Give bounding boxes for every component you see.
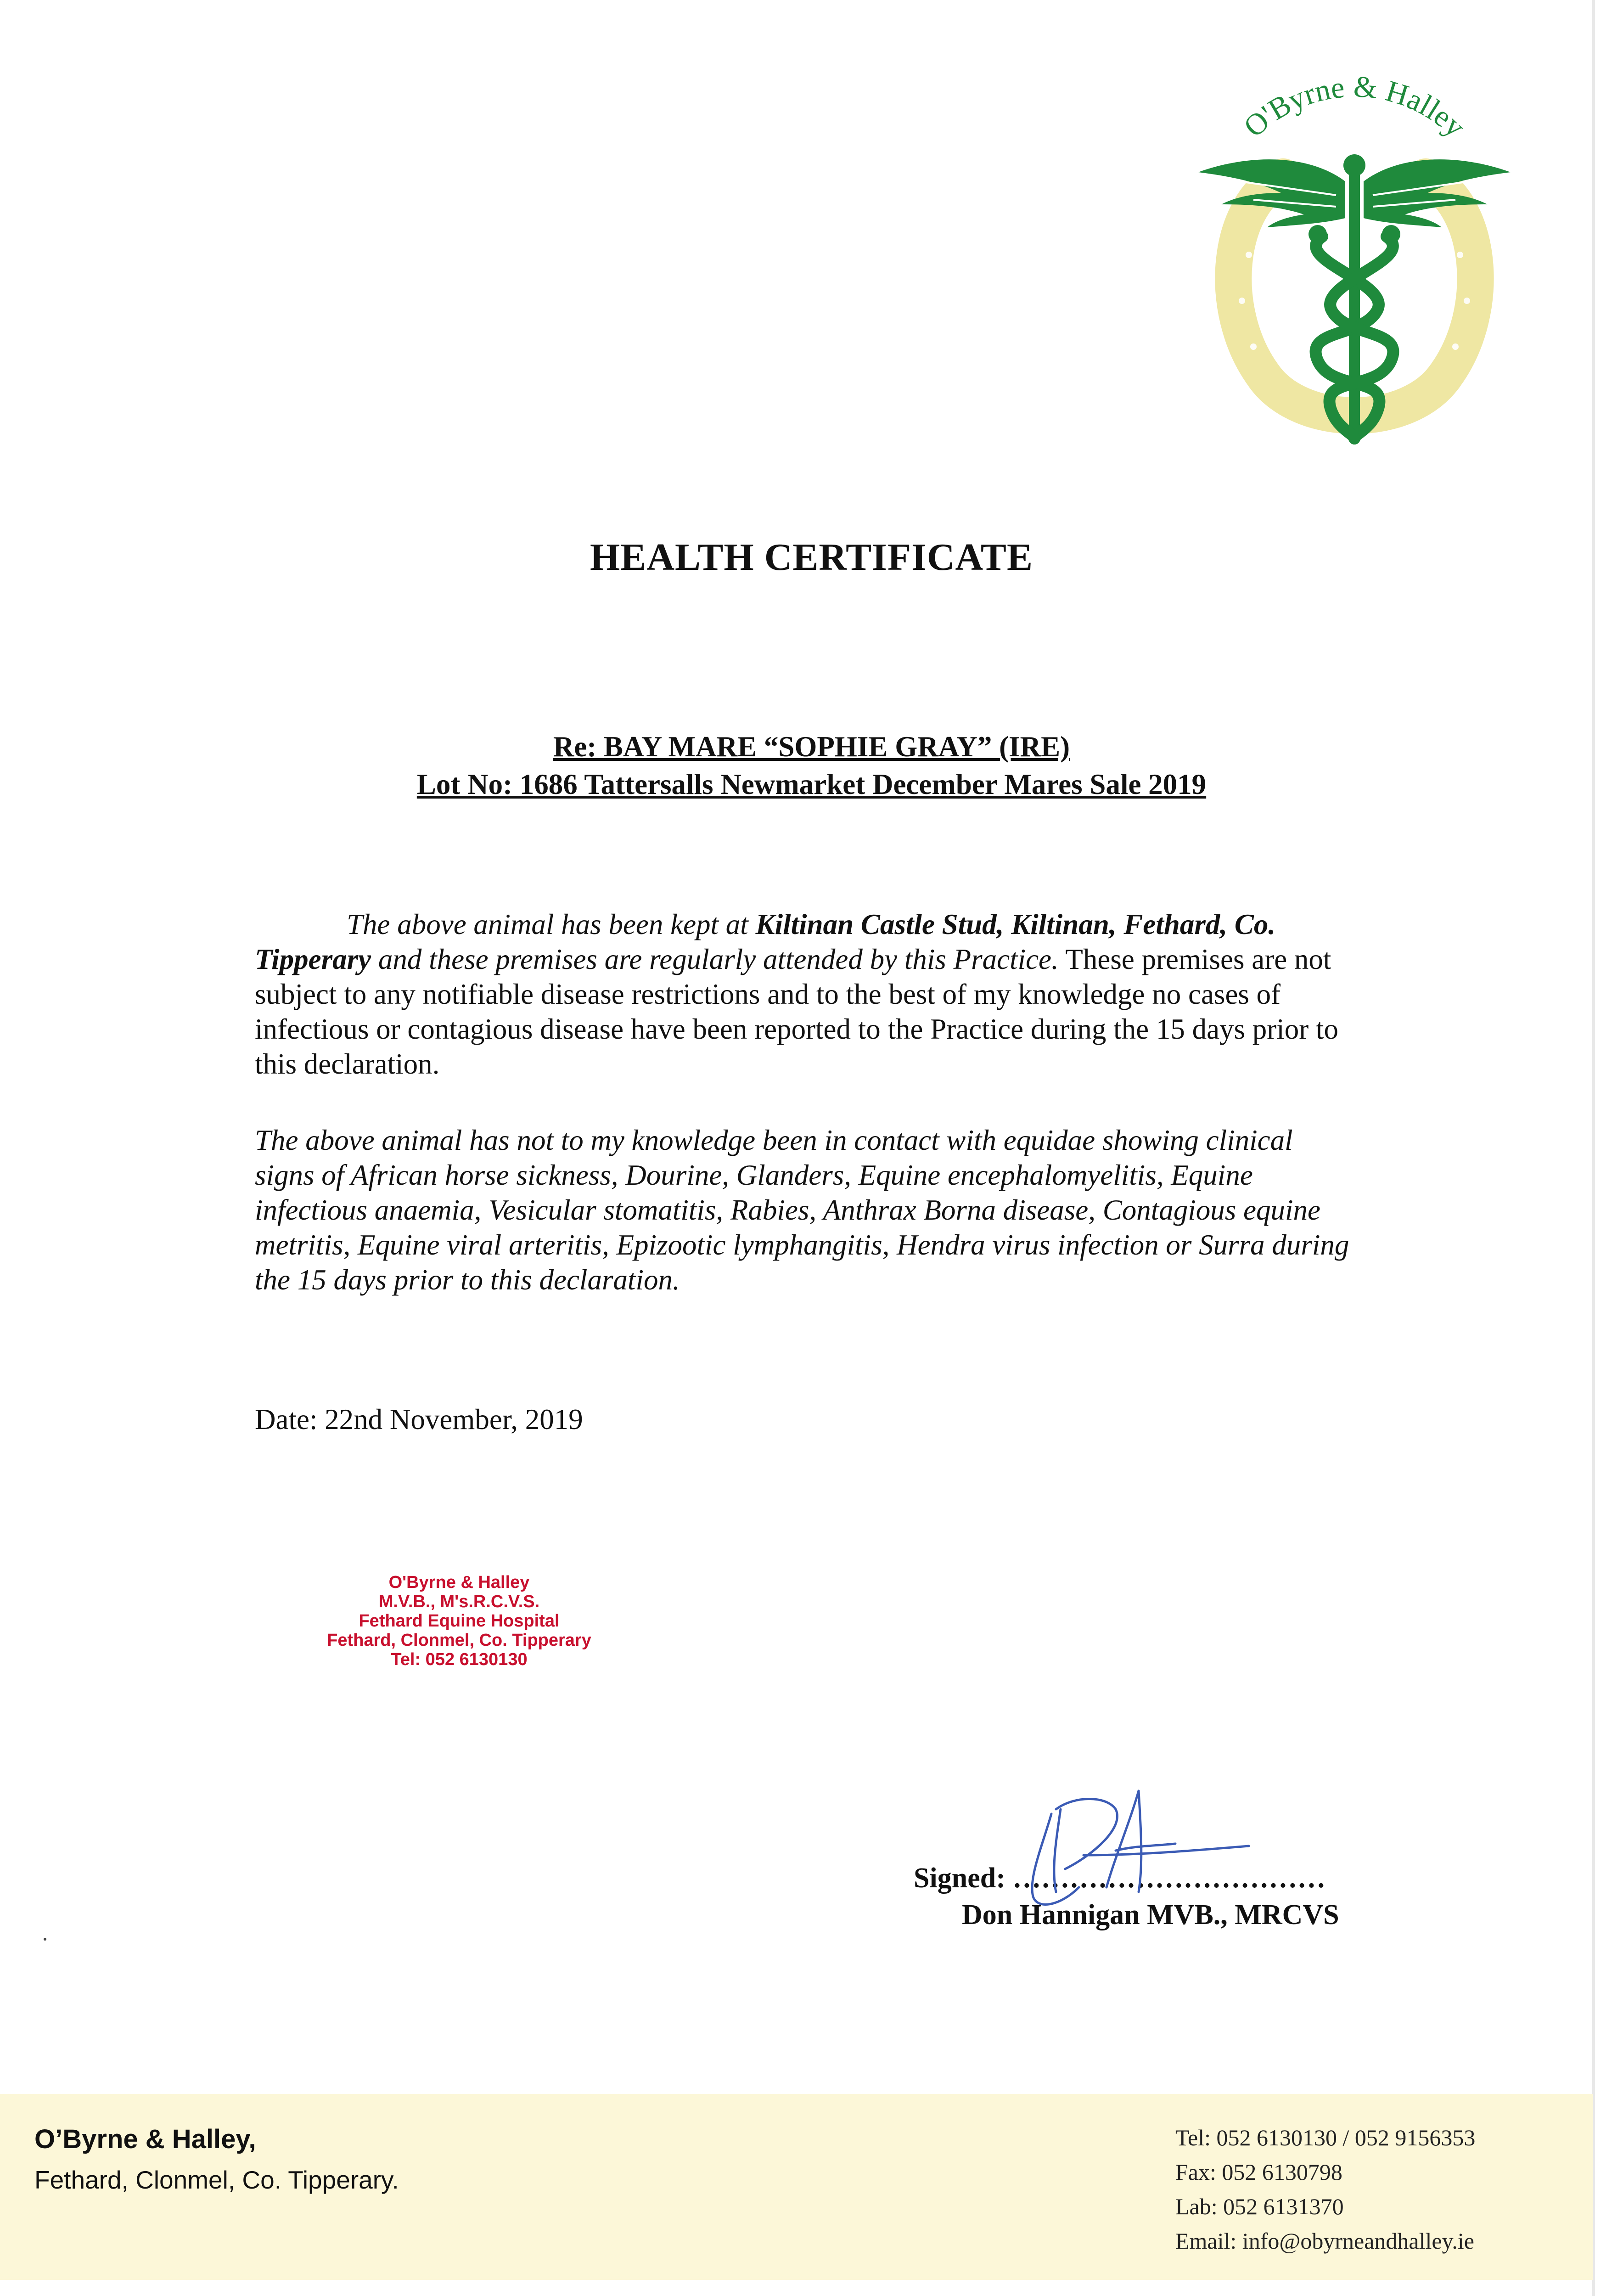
logo-text: O'Byrne & Halley [1237,69,1472,144]
footer-company-name: O’Byrne & Halley, [34,2124,256,2154]
practice-stamp [321,1573,597,1669]
stamp-line: Fethard Equine Hospital [359,1611,560,1631]
para1-plain: These premises are not subject to any notifiable disease restrictions and to the best of my knowledge no cases of infectious or contagious disease have been reported to the Practice during the 15 days prior to this declaration. [255,943,1339,1080]
signature-dots: …………………………… [1012,1863,1326,1894]
footer-fax: Fax: 052 6130798 [1175,2159,1342,2185]
scan-speck [44,1938,46,1941]
footer-contact-block [1175,2121,1475,2258]
footer-address: Fethard, Clonmel, Co. Tipperary. [34,2166,399,2194]
signatory-name: Don Hannigan MVB., MRCVS [962,1899,1339,1930]
stamp-line: M.V.B., M's.R.C.V.S. [378,1592,540,1611]
para1-premises-name: Kiltinan Castle Stud, Kiltinan, Fethard, Co. Tipperary [255,908,1276,975]
subject-line: Re: BAY MARE “SOPHIE GRAY” (IRE) [553,731,1070,763]
premises-paragraph [255,907,1359,1081]
stamp-line: Tel: 052 6130130 [391,1650,528,1669]
signed-label: Signed: [914,1863,1005,1894]
footer-tel: Tel: 052 6130130 / 052 9156353 [1175,2125,1476,2150]
stamp-line: O'Byrne & Halley [388,1573,530,1592]
para1-italic-a: The above animal has been kept at [347,908,756,940]
disease-contact-paragraph: The above animal has not to my knowledge been in contact with equidae showing clinical signs of African horse sickness, Dourine, Glanders, Equine encephalomyelitis, Equine infectious anaemia, Vesicular stomatitis, Rabies, Anthrax Borna disease, Contagious equine metritis, Equine viral arteritis, Epizootic lymphangitis, Hendra virus infection or Surra during the 15 days prior to this declaration. [255,1124,1349,1296]
caduceus-horseshoe-icon [1185,44,1524,457]
practice-logo [1185,44,1524,457]
document-title: HEALTH CERTIFICATE [590,536,1033,579]
footer-email: Email: info@obyrneandhalley.ie [1175,2228,1474,2254]
lot-line: Lot No: 1686 Tattersalls Newmarket December Mares Sale 2019 [416,768,1207,800]
page-edge [1592,0,1595,2296]
handwritten-signature [1001,1777,1258,1924]
footer-lab: Lab: 052 6131370 [1175,2194,1344,2219]
certificate-date: Date: 22nd November, 2019 [255,1403,583,1435]
para1-italic-b: and these premises are regularly attended by this Practice. [371,943,1059,975]
stamp-line: Fethard, Clonmel, Co. Tipperary [327,1631,591,1650]
